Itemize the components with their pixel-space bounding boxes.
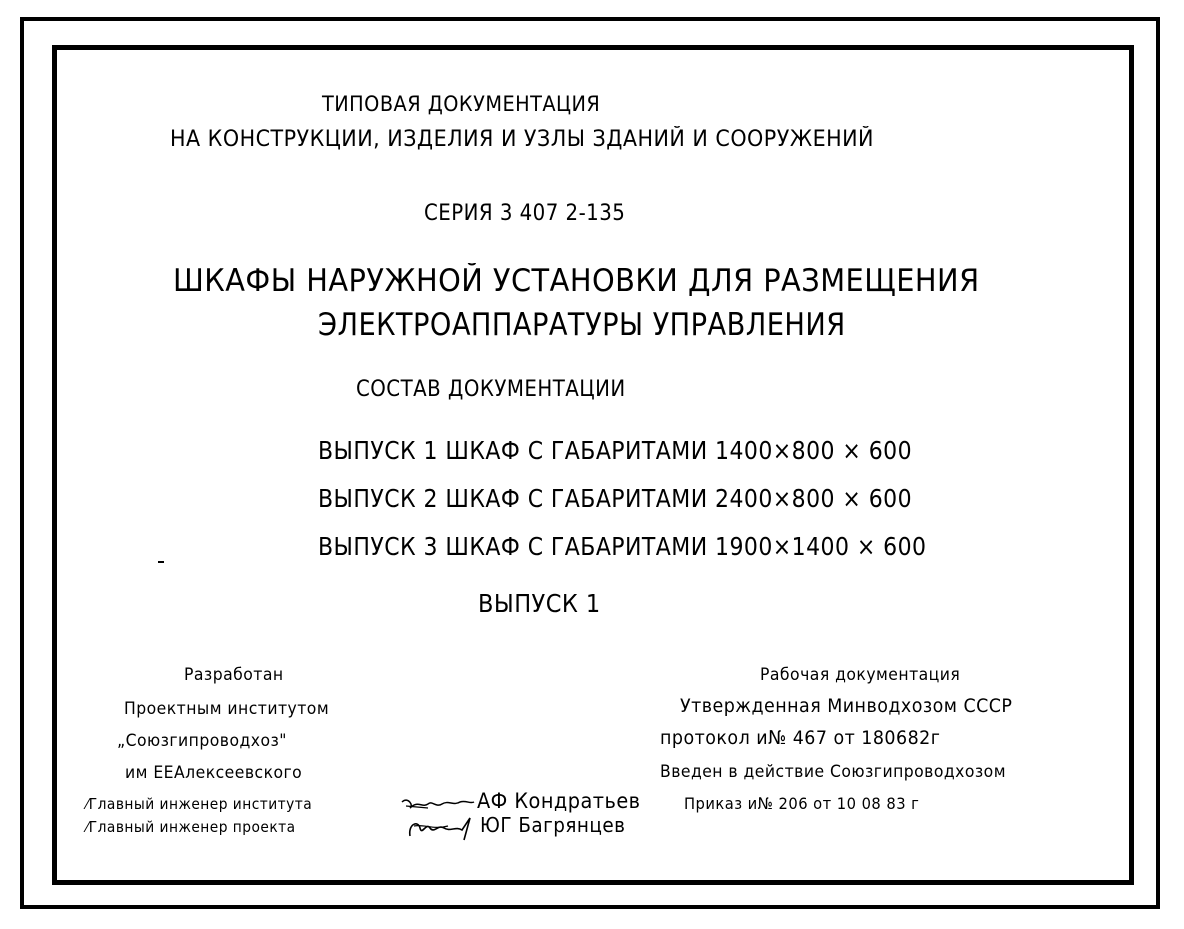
composition-item-2: ВЫПУСК 2 ШКАФ С ГАБАРИТАМИ 2400×800 × 600 bbox=[318, 484, 913, 513]
header-line-2: НА КОНСТРУКЦИИ, ИЗДЕЛИЯ И УЗЛЫ ЗДАНИЙ И СООРУЖЕНИЙ bbox=[170, 127, 875, 152]
put-into-effect: Введен в действие Союзгипроводхозом bbox=[660, 762, 1006, 782]
protocol-number: протокол и№ 467 от 180682г bbox=[660, 727, 941, 749]
chief-engineer-institute-role: ⁄Главный инженер института bbox=[86, 795, 313, 813]
order-number: Приказ и№ 206 от 10 08 83 г bbox=[684, 794, 920, 813]
document-title-line-1: ШКАФЫ НАРУЖНОЙ УСТАНОВКИ ДЛЯ РАЗМЕЩЕНИЯ bbox=[173, 263, 980, 299]
chief-engineer-project-name: ЮГ Багрянцев bbox=[480, 813, 626, 837]
chief-engineer-project-role: ⁄Главный инженер проекта bbox=[86, 818, 296, 836]
composition-heading: СОСТАВ ДОКУМЕНТАЦИИ bbox=[356, 377, 626, 402]
developer-named-after: им ЕЕАлексеевского bbox=[125, 763, 303, 783]
working-documentation-label: Рабочая документация bbox=[760, 665, 961, 685]
inner-frame bbox=[52, 45, 1134, 885]
developer-institute: Проектным институтом bbox=[124, 699, 330, 719]
header-line-1: ТИПОВАЯ ДОКУМЕНТАЦИЯ bbox=[322, 92, 601, 116]
composition-item-1: ВЫПУСК 1 ШКАФ С ГАБАРИТАМИ 1400×800 × 600 bbox=[318, 436, 913, 465]
series-number: СЕРИЯ 3 407 2-135 bbox=[424, 201, 626, 226]
chief-engineer-institute-name: АФ Кондратьев bbox=[477, 789, 641, 813]
developer-organization: „Союзгипроводхоз" bbox=[117, 731, 287, 751]
stray-mark bbox=[158, 561, 164, 563]
document-title-line-2: ЭЛЕКТРОАППАРАТУРЫ УПРАВЛЕНИЯ bbox=[318, 307, 846, 343]
current-issue: ВЫПУСК 1 bbox=[478, 589, 601, 618]
signature-bagryantsev bbox=[404, 814, 484, 844]
composition-item-3: ВЫПУСК 3 ШКАФ С ГАБАРИТАМИ 1900×1400 × 600 bbox=[318, 532, 927, 561]
developed-by-label: Разработан bbox=[184, 665, 284, 685]
approved-by: Утвержденная Минводхозом СССР bbox=[680, 695, 1013, 717]
